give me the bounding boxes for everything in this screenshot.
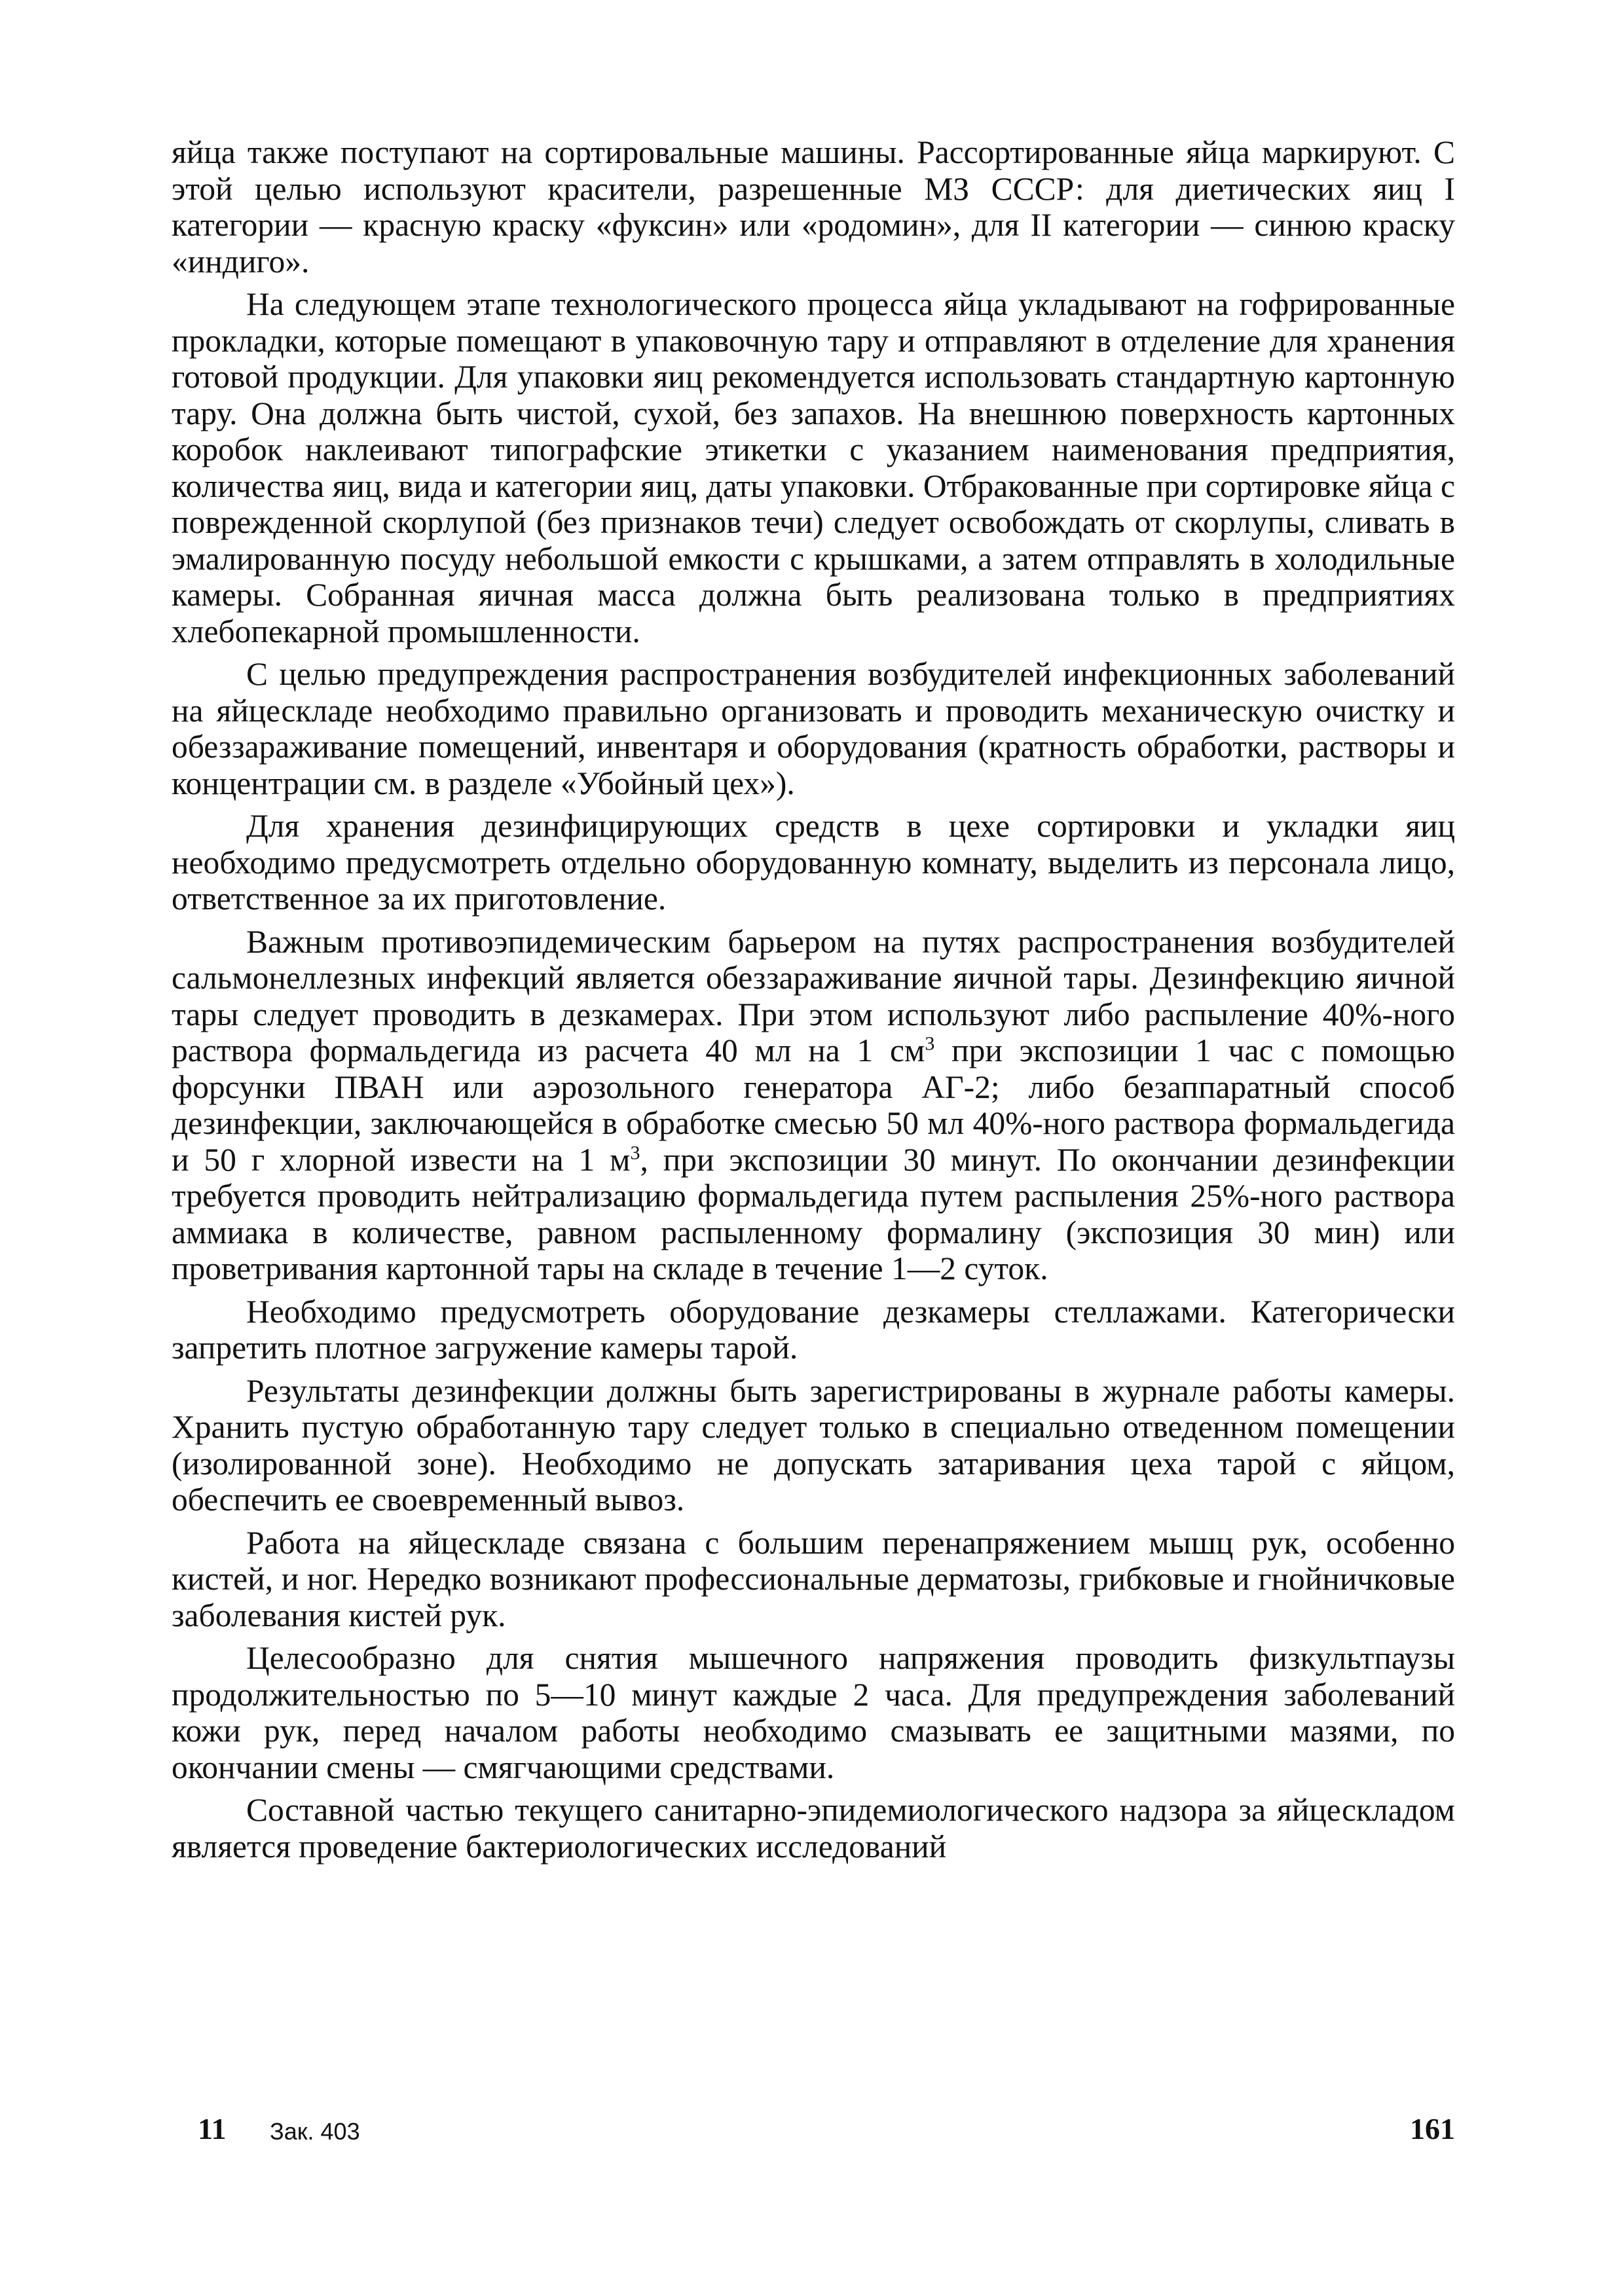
paragraph: Составной частью текущего санитарно-эпидемиологического надзора за яйцескладом является проведение бактериологических исследований [172, 1792, 1455, 1865]
text-run: при экспозиции 1 час с помощью форсунки ПВАН или аэрозольного генератора АГ-2; либо безаппаратный способ дезинфекции, заключающейся в обработке смесью 50 мл 40%-ного раствора формальдегида и 50 г хлорной извести на 1 м [172, 1032, 1455, 1178]
print-order: Зак. 403 [270, 2118, 360, 2145]
text-run: , при экспозиции 30 минут. По окончании дезинфекции требуется проводить нейтрализацию формальдегида путем распыления 25%-ного раствора аммиака в количестве, равном распыленному формалину (экспозиция 30 мин) или проветривания картонной тары на складе в течение 1—2 суток. [172, 1141, 1456, 1286]
paragraph: яйца также поступают на сортировальные машины. Рассортированные яйца маркируют. С этой целью используют красители, разрешенные МЗ СССР: для диетических яиц I категории — красную краску «фуксин» или «родомин», для II категории — синюю краску «индиго». [172, 134, 1455, 280]
paragraph: Для хранения дезинфицирующих средств в цехе сортировки и укладки яиц необходимо предусмотреть отдельно оборудованную комнату, выделить из персонала лицо, ответственное за их приготовление. [172, 808, 1455, 917]
paragraph: Целесообразно для снятия мышечного напряжения проводить физкультпаузы продолжительностью по 5—10 минут каждые 2 часа. Для предупреждения заболеваний кожи рук, перед началом работы необходимо смазывать ее защитными мазями, по окончании смены — смягчающими средствами. [172, 1640, 1455, 1785]
paragraph: Необходимо предусмотреть оборудование дезкамеры стеллажами. Категорически запретить плотное загружение камеры тарой. [172, 1293, 1455, 1366]
paragraph: С целью предупреждения распространения возбудителей инфекционных заболеваний на яйцескладе необходимо правильно организовать и проводить механическую очистку и обеззараживание помещений, инвентаря и оборудования (кратность обработки, растворы и концентрации см. в разделе «Убойный цех»). [172, 656, 1455, 801]
superscript: 3 [925, 1032, 935, 1055]
paragraph: На следующем этапе технологического процесса яйца укладывают на гофрированные прокладки, которые помещают в упаковочную тару и отправляют в отделение для хранения готовой продукции. Для упаковки яиц рекомендуется использовать стандартную картонную тару. Она должна быть чистой, сухой, без запахов. На внешнюю поверхность картонных коробок наклеивают типографские этикетки с указанием наименования предприятия, количества яиц, вида и категории яиц, даты упаковки. Отбракованные при сортировке яйца с поврежденной скорлупой (без признаков течи) следует освобождать от скорлупы, сливать в эмалированную посуду небольшой емкости с крышками, а затем отправлять в холодильные камеры. Собранная яичная масса должна быть реализована только в предприятиях хлебопекарной промышленности. [172, 286, 1455, 649]
paragraph: Результаты дезинфекции должны быть зарегистрированы в журнале работы камеры. Хранить пустую обработанную тару следует только в специально отведенном помещении (изолированной зоне). Необходимо не допускать затаривания цеха тарой с яйцом, обеспечить ее своевременный вывоз. [172, 1372, 1455, 1518]
paragraph-disinfection [172, 924, 1455, 1287]
paragraph: Работа на яйцескладе связана с большим перенапряжением мышц рук, особенно кистей, и ног. Нередко возникают профессиональные дерматозы, грибковые и гнойничковые заболевания кистей рук. [172, 1524, 1455, 1633]
document-body [172, 134, 1455, 1871]
page-number: 161 [1410, 2112, 1455, 2145]
text-run: Важным противоэпидемическим барьером на путях распространения возбудителей сальмонеллезных инфекций является обеззараживание яичной тары. Дезинфекцию яичной тары следует проводить в дезкамерах. При этом используют либо распыление 40%-ного раствора формальдегида из расчета 40 мл на 1 см [172, 923, 1455, 1068]
superscript: 3 [630, 1142, 640, 1163]
signature-number: 11 [198, 2112, 227, 2145]
page-footer [172, 2111, 1455, 2151]
